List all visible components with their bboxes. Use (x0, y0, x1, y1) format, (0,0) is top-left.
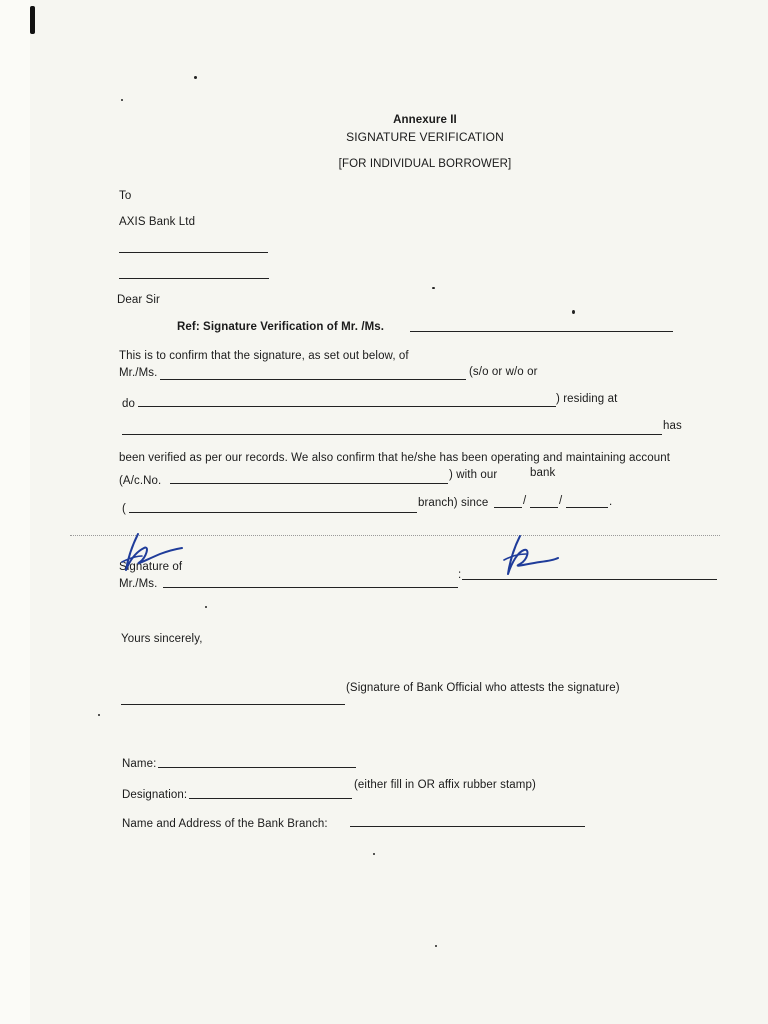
scan-speck (572, 310, 575, 314)
account-number-field[interactable] (170, 483, 448, 484)
annexure-label: Annexure II (393, 114, 457, 126)
scan-speck (205, 606, 207, 608)
document-subtitle: [FOR INDIVIDUAL BORROWER] (338, 158, 512, 170)
since-month-field[interactable] (530, 507, 558, 508)
official-name-field[interactable] (158, 767, 356, 768)
branch-since-label: branch) since (418, 497, 489, 509)
bank-word: bank (530, 467, 556, 479)
scan-speck (432, 287, 435, 289)
branch-field[interactable] (129, 512, 417, 513)
salutation: Dear Sir (117, 294, 160, 306)
designation-label: Designation: (122, 789, 188, 801)
scan-speck (194, 76, 197, 79)
signature-of-label: Signature of (119, 561, 183, 573)
bank-name: AXIS Bank Ltd (119, 216, 196, 228)
scan-edge (0, 0, 30, 1024)
specimen-signature-2 (496, 530, 562, 580)
confirm-text: This is to confirm that the signature, as set out below, of (119, 350, 409, 362)
name-label: Name: (122, 758, 157, 770)
ref-line-label: Ref: Signature Verification of Mr. /Ms. (177, 321, 385, 333)
since-year-field[interactable] (566, 507, 608, 508)
mr-ms-label: Mr./Ms. (119, 367, 158, 379)
scan-speck (435, 945, 437, 947)
do-label: do (122, 398, 135, 410)
scan-speck (121, 99, 123, 101)
residing-label: ) residing at (556, 393, 618, 405)
so-wo-label: (s/o or w/o or (469, 366, 538, 378)
open-paren: ( (122, 503, 126, 515)
relation-field[interactable] (138, 406, 556, 407)
acno-label: (A/c.No. (119, 475, 162, 487)
has-label: has (663, 420, 682, 432)
date-slash-2: / (559, 495, 563, 507)
scan-mark (30, 6, 35, 34)
ref-name-field[interactable] (410, 331, 673, 332)
specimen-signature-1 (116, 530, 188, 578)
branch-address-field[interactable] (350, 826, 585, 827)
stamp-note: (either fill in OR affix rubber stamp) (354, 779, 536, 791)
scan-speck (373, 853, 375, 855)
verified-text: been verified as per our records. We also confirm that he/she has been operating and maintaining account (119, 452, 671, 464)
address-line-2[interactable] (119, 278, 269, 279)
branch-address-label: Name and Address of the Bank Branch: (122, 818, 328, 830)
date-slash-1: / (523, 495, 527, 507)
scan-speck (98, 714, 100, 716)
period-mark: . (609, 496, 613, 508)
with-our-label: ) with our (449, 469, 498, 481)
signature-colon: : (458, 569, 462, 581)
to-label: To (119, 190, 132, 202)
signature-mr-ms-label: Mr./Ms. (119, 578, 158, 590)
closing: Yours sincerely, (121, 633, 203, 645)
signatory-name-field[interactable] (163, 587, 458, 588)
attest-label: (Signature of Bank Official who attests the signature) (346, 682, 620, 694)
address-field[interactable] (122, 434, 662, 435)
official-signature-field[interactable] (121, 704, 345, 705)
since-day-field[interactable] (494, 507, 522, 508)
designation-field[interactable] (189, 798, 352, 799)
name-field[interactable] (160, 379, 466, 380)
document-title: SIGNATURE VERIFICATION (346, 130, 504, 144)
address-line-1[interactable] (119, 252, 268, 253)
